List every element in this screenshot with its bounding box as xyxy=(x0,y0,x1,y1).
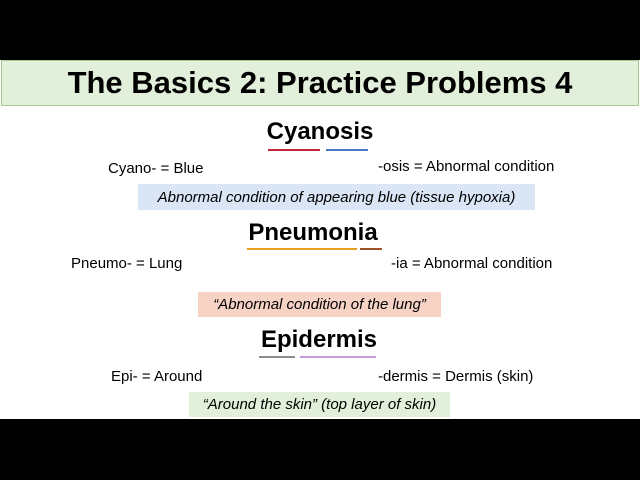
term-pneumonia: Pneumonia xyxy=(248,219,378,246)
suffix-underline-epidermis xyxy=(300,356,376,358)
meaning-text-pneumonia: “Abnormal condition of the lung” xyxy=(213,296,426,313)
meaning-box-cyanosis xyxy=(138,184,535,210)
suffix-underline-cyanosis xyxy=(326,149,368,151)
term-epidermis: Epidermis xyxy=(260,326,378,353)
suffix-definition-ia: -ia = Abnormal condition xyxy=(391,255,553,272)
meaning-box-pneumonia xyxy=(198,292,441,317)
suffix-definition-dermis: -dermis = Dermis (skin) xyxy=(378,368,534,385)
prefix-underline-pneumonia xyxy=(247,248,357,250)
slide xyxy=(0,60,640,419)
prefix-underline-cyanosis xyxy=(268,149,320,151)
meaning-box-epidermis xyxy=(189,392,450,417)
suffix-underline-pneumonia xyxy=(360,248,382,250)
prefix-definition-pneumo: Pneumo- = Lung xyxy=(71,255,183,272)
prefix-definition-cyano: Cyano- = Blue xyxy=(108,160,204,177)
meaning-text-cyanosis: Abnormal condition of appearing blue (tissue hypoxia) xyxy=(157,188,516,206)
prefix-underline-epidermis xyxy=(259,356,295,358)
suffix-definition-osis: -osis = Abnormal condition xyxy=(378,158,555,175)
title-bar xyxy=(1,60,639,106)
meaning-text-epidermis: “Around the skin” (top layer of skin) xyxy=(202,396,437,413)
slide-title: The Basics 2: Practice Problems 4 xyxy=(67,65,573,100)
term-cyanosis: Cyanosis xyxy=(266,118,374,145)
prefix-definition-epi: Epi- = Around xyxy=(111,368,203,385)
